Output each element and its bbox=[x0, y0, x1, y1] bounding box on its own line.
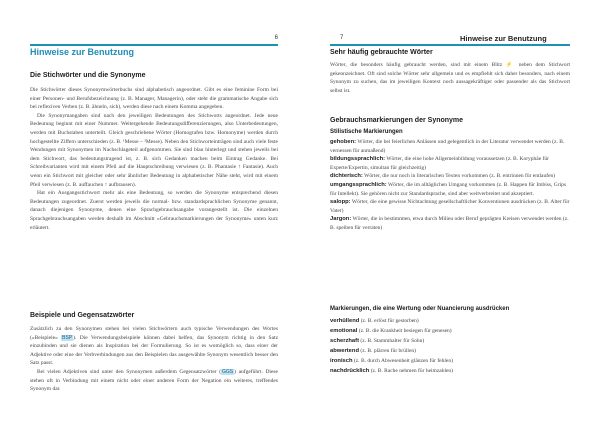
page-number-right: 7 bbox=[340, 35, 344, 41]
section-heading-wertung: Markierungen, die eine Wertung oder Nuancierung ausdrücken bbox=[330, 306, 510, 312]
section-stichwoerter bbox=[30, 72, 278, 232]
running-head: Hinweise zur Benutzung bbox=[460, 34, 547, 43]
list-item: gehoben: Wörter, die bei feierlichen Anlässen und gelegentlich in der Literatur verwendet werden (z. B. vernessen für anmaßend) bbox=[330, 139, 565, 154]
page-number-left: 6 bbox=[274, 35, 278, 41]
list-item: verhüllend (z. B. erlöst für gestorben) bbox=[330, 318, 419, 324]
page-title: Hinweise zur Benutzung bbox=[30, 47, 135, 57]
paragraph: Zusätzlich zu den Synonymen stehen bei vielen Stichwörtern auch typische Verwendungen des Wortes (»Beispiele« BSP). Die Verwendungsbeispiele können dabei helfen, das Synonym richtig in den Satz einzubinden und sie dienen als Inspiration bei der Formulierung. So ist es womöglich so, dass einer der Adjektive oder eine der Verbverbindungen aus den Beispielen das ausgewählte Synonym wesentlich besser den Satz passt. bbox=[30, 326, 279, 367]
section-haeufig bbox=[330, 49, 570, 95]
list-item: abwertend (z. B. plärren für brüllen) bbox=[330, 348, 416, 354]
list-item: bildungssprachlich: Wörter, die eine hohe Allgemeinbildung voraussetzen (z. B. Koryphäe für Experte/Expertin, simultan für gleichzeitig) bbox=[330, 156, 549, 171]
paragraph: Die Stichwörter dieses Synonymwörterbuchs sind alphabetisch angeordnet. Gibt es eine feminine Form bei einer Personen- und Berufsbezeichnung (z. B. Manager, Managerin), oder steht die grammatische Angabe sich bei reflexiven Verben (z. B. ähneln, sich), werden diese nach einem Komma angegeben. bbox=[30, 87, 278, 111]
paragraph: Die Synonymangaben sind nach den jeweiligen Bedeutungen des Stichworts angeordnet. Jede neue Bedeutung beginnt mit einer Nummer. Weitergehende Bedeutungsdifferenzierungen, also Unterbedeutungen, werden mit Buchstaben unterteilt. Gleich geschriebene Wörter (Homografen bzw. Homonyme) werden durch hochgestellte Ziffern unterschieden (z. B. ¹Messe – ²Messe). Neben den Stichworteinträgen sind auch viele feste Wendungen mit Synonymen im Nachschlageteil aufgenommen. Sie sind blau hinterlegt und stehen jeweils bei dem Stichwort, das bedeutungstragend ist, z. B. sich Gedanken machen beim Eintrag Gedanke. Bei Schreibvarianten wird mit einem Pfeil auf die Hauptschreibung verwiesen (z. B. Phantasie ↑ Fantasie). Auch wenn ein Stichwort mit gleicher oder sehr ähnlicher Bedeutung in alphabetischer Nähe steht, wird mit einem Pfeil verwiesen (z. B. auffauchen ↑ aufbrausen). bbox=[30, 112, 278, 188]
section-beispiele bbox=[30, 312, 278, 394]
section-wertung bbox=[330, 306, 570, 376]
paragraph: Hat ein Ausgangsstichwort mehr als eine Bedeutung, so werden die Synonyme entsprechend diesen Bedeutungen zugeordnet. Zuerst werden jeweils die normal- bzw. standardsprachlichen Synonyme genannt, danach diejenigen Synonyme, denen eine Sprachgebrauchsangabe vorangestellt ist. Die einzelnen Sprachgebrauchsangaben werden deshalb im Abschnitt »Gebrauchsmarkierungen der Synonyme« unten kurz erläutert. bbox=[30, 190, 278, 231]
list-item: emotional (z. B. die Krankheit besiegen für genesen) bbox=[330, 328, 452, 334]
stilistisch-list bbox=[330, 138, 570, 233]
section-heading-stichwoerter: Die Stichwörter und die Synonyme bbox=[30, 72, 146, 79]
list-item: nachdrücklich (z. B. Rache nehmen für heimzahlen) bbox=[330, 368, 453, 374]
header-rule-left bbox=[30, 44, 278, 46]
list-item: umgangssprachlich: Wörter, die im alltäglichen Umgang vorkommen (z. B. Happen für Imbiss, Grips für Intellekt). Sie gehören nicht zur Standardsprache, sind aber weitverbreitet und akzeptiert. bbox=[330, 181, 567, 197]
wertung-list bbox=[330, 316, 570, 376]
right-page bbox=[300, 0, 600, 424]
list-item: dichterisch: Wörter, die nur noch in literarischen Texten vorkommen (z. B. entrinnen für entlaufen) bbox=[330, 173, 556, 180]
header-rule-right bbox=[330, 44, 570, 46]
section-gebrauch bbox=[330, 117, 570, 233]
list-item: Jargon: Wörter, die in bestimmten, etwa durch Milieu oder Beruf geprägten Kreisen verwendet werden (z. B. speiben für verraten) bbox=[330, 216, 569, 231]
list-item: salopp: Wörter, die eine gewisse Nichtachtung gesellschaftlicher Konventionen ausdrücken (z. B. Alter für Vater) bbox=[330, 199, 570, 214]
subheading-stilistisch: Stilistische Markierungen bbox=[330, 129, 403, 135]
list-item: ironisch (z. B. durch Abwesenheit glänzen für fehlen) bbox=[330, 358, 453, 364]
paragraph: Wörter, die besonders häufig gebraucht werden, sind mit einem Blitz ⚡ neben dem Stichwort gekennzeichnet. Oft sind solche Wörter sehr allgemein und es empfiehlt sich daher besonders, nach einem Synonym zu suchen, das im jeweiligen Kontext noch aussagekräftiger oder passender als das Stichwort selbst ist. bbox=[330, 62, 570, 94]
bsp-badge: BSP bbox=[62, 334, 73, 341]
paragraph: Bei vielen Adjektiven sind unter den Synonymen außerdem Gegensatzwörter (GGS) aufgeführt. Diese stehen oft in Verbindung mit einem nicht oder einer anderen Form der Negation ein weiteres, treffendes Synonym dar. bbox=[30, 368, 278, 393]
section-heading-gebrauch: Gebrauchsmarkierungen der Synonyme bbox=[330, 117, 464, 124]
list-item: scherzhaft (z. B. Stammhalter für Sohn) bbox=[330, 338, 425, 344]
section-heading-haeufig: Sehr häufig gebrauchte Wörter bbox=[330, 49, 433, 56]
section-heading-beispiele: Beispiele und Gegensatzwörter bbox=[30, 312, 135, 319]
ggs-badge: GGS bbox=[222, 368, 234, 375]
